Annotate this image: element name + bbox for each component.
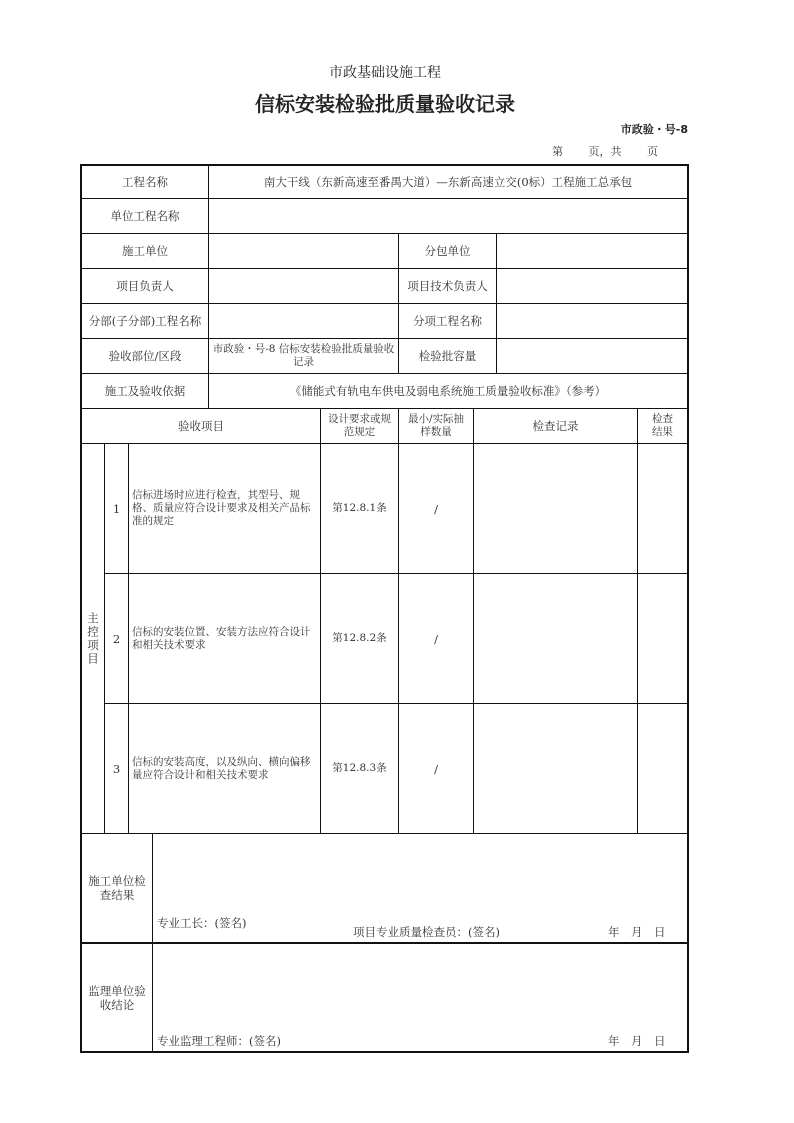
col-header-record: 检查记录 xyxy=(532,419,579,433)
item-description: 信标的安装位置、安装方法应符合设计和相关技术要求 xyxy=(132,625,311,651)
item-sample[interactable]: / xyxy=(434,761,438,776)
project-manager-label: 项目负责人 xyxy=(116,279,174,293)
item-result[interactable] xyxy=(638,444,687,573)
table-bottom-border xyxy=(80,1051,689,1053)
table-right-border xyxy=(687,164,689,1053)
unit-project-label: 单位工程名称 xyxy=(110,209,180,223)
subcontractor-value[interactable] xyxy=(497,234,687,268)
subitem-label: 分项工程名称 xyxy=(413,314,482,328)
item-clause: 第12.8.2条 xyxy=(332,632,387,644)
col-divider xyxy=(152,833,153,1052)
capacity-label: 检验批容量 xyxy=(418,349,477,363)
division-label: 分部(子分部)工程名称 xyxy=(88,314,202,328)
item-number: 3 xyxy=(112,761,121,776)
item-record[interactable] xyxy=(474,574,637,703)
item-clause: 第12.8.3条 xyxy=(332,762,387,774)
construction-check-label: 施工单位检查结果 xyxy=(88,874,146,902)
tech-manager-label: 项目技术负责人 xyxy=(407,279,488,293)
item-clause: 第12.8.1条 xyxy=(332,502,387,514)
form-title: 信标安装检验批质量验收记录 xyxy=(255,92,515,116)
item-result[interactable] xyxy=(638,704,687,833)
section-divider xyxy=(80,942,689,944)
page-info: 第 页，共 页 xyxy=(552,145,658,158)
item-result[interactable] xyxy=(638,574,687,703)
basis-label: 施工及验收依据 xyxy=(104,384,186,398)
col-header-item: 验收项目 xyxy=(178,419,224,433)
main-control-group-label: 主控项目 xyxy=(86,611,100,666)
item-record[interactable] xyxy=(474,704,637,833)
project-name-value[interactable]: 南大干线（东新高速至番禺大道）—东新高速立交(0标）工程施工总承包 xyxy=(263,175,633,189)
unit-project-value[interactable] xyxy=(209,199,687,233)
location-label: 验收部位/区段 xyxy=(108,349,182,363)
project-category-title: 市政基础设施工程 xyxy=(329,65,441,81)
row-divider xyxy=(80,833,689,834)
supervision-engineer-signature[interactable]: 专业监理工程师：(签名) xyxy=(157,1034,281,1048)
project-manager-value[interactable] xyxy=(209,269,398,303)
supervision-date[interactable]: 年 月 日 xyxy=(608,1034,666,1048)
basis-value[interactable]: 《储能式有轨电车供电及弱电系统施工质量验收标准》（参考） xyxy=(289,384,607,398)
item-sample[interactable]: / xyxy=(434,501,438,516)
supervision-label: 监理单位验收结论 xyxy=(88,983,146,1012)
item-number: 2 xyxy=(112,631,121,646)
form-code: 市政验・号-8 xyxy=(620,123,688,136)
contractor-value[interactable] xyxy=(209,234,398,268)
item-description: 信标的安装高度，以及纵向、横向偏移量应符合设计和相关技术要求 xyxy=(132,755,311,781)
item-sample[interactable]: / xyxy=(434,631,438,646)
col-header-sample: 最小/实际抽样数量 xyxy=(407,413,465,438)
construction-check-date[interactable]: 年 月 日 xyxy=(608,925,666,939)
item-number: 1 xyxy=(112,501,121,516)
tech-manager-value[interactable] xyxy=(497,269,687,303)
col-header-result: 检查结果 xyxy=(652,413,673,438)
quality-inspector-signature[interactable]: 项目专业质量检查员：(签名) xyxy=(353,925,500,939)
division-value[interactable] xyxy=(209,304,398,338)
item-record[interactable] xyxy=(474,444,637,573)
col-header-design: 设计要求或规范规定 xyxy=(328,413,391,438)
item-description: 信标进场时应进行检查，其型号、规格、质量应符合设计要求及相关产品标准的规定 xyxy=(132,489,311,527)
subitem-value[interactable] xyxy=(497,304,687,338)
project-name-label: 工程名称 xyxy=(122,175,168,189)
foreman-signature[interactable]: 专业工长：(签名) xyxy=(157,916,247,930)
contractor-label: 施工单位 xyxy=(122,244,168,258)
capacity-value[interactable] xyxy=(497,339,687,373)
location-value[interactable]: 市政验・号-8 信标安装检验批质量验收记录 xyxy=(212,343,395,368)
subcontractor-label: 分包单位 xyxy=(424,244,471,258)
